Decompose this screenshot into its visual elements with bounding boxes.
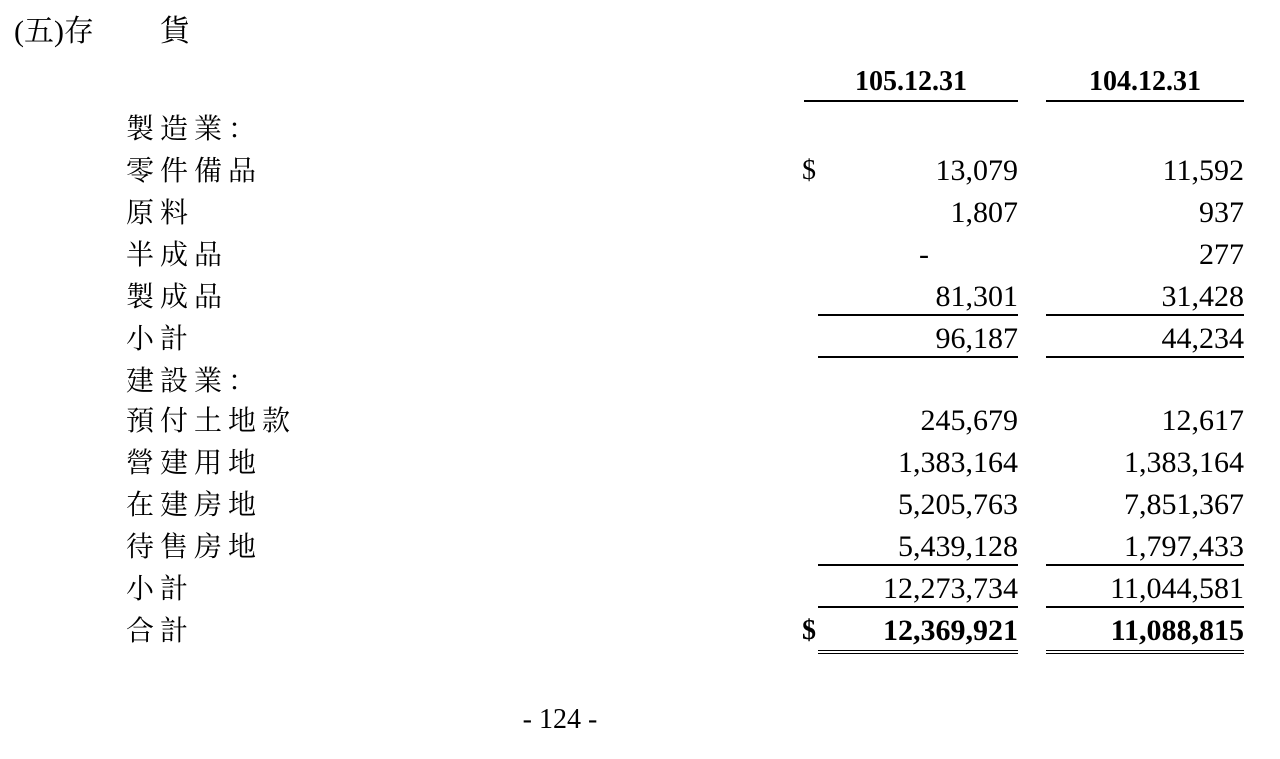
- value-prior: 1,383,164: [1124, 446, 1244, 479]
- total-row: [0, 610, 1280, 652]
- value-prior: 11,044,581: [1046, 570, 1244, 608]
- table-row: [0, 150, 1280, 192]
- value-prior: 7,851,367: [1124, 488, 1244, 521]
- row-label: 零件備品: [126, 154, 263, 187]
- value-current: 5,205,763: [898, 488, 1018, 521]
- value-current: 13,079: [935, 154, 1018, 187]
- subtotal-row: [0, 318, 1280, 360]
- table-row: [0, 484, 1280, 526]
- heading-suffix: 貨: [159, 15, 190, 48]
- value-current: 96,187: [818, 320, 1018, 358]
- row-label: 製造業：: [126, 112, 263, 145]
- column-header-prior: 104.12.31: [1046, 64, 1244, 102]
- row-label: 原料: [126, 196, 195, 229]
- table-row: [0, 360, 1280, 402]
- value-current: -: [919, 238, 929, 271]
- heading-prefix: (五)存: [14, 15, 94, 48]
- table-row: [0, 526, 1280, 568]
- currency-symbol: $: [802, 615, 816, 646]
- page-number: - 124 -: [522, 704, 598, 735]
- value-prior: 277: [1199, 238, 1244, 271]
- column-header-current: 105.12.31: [804, 64, 1018, 102]
- row-label: 小計: [126, 322, 195, 355]
- row-label: 半成品: [126, 238, 229, 271]
- row-label: 小計: [126, 572, 195, 605]
- value-current: 12,369,921: [818, 612, 1018, 654]
- value-current: 245,679: [920, 404, 1018, 437]
- row-label: 預付土地款: [126, 404, 297, 437]
- value-prior: 31,428: [1046, 278, 1244, 316]
- value-prior: 11,592: [1162, 154, 1244, 187]
- table-row: [0, 108, 1280, 150]
- row-label: 營建用地: [126, 446, 263, 479]
- value-prior: 44,234: [1046, 320, 1244, 358]
- table-row: [0, 400, 1280, 442]
- table-row: [0, 234, 1280, 276]
- value-prior: 12,617: [1161, 404, 1244, 437]
- value-prior: 1,797,433: [1046, 528, 1244, 566]
- row-label: 合計: [126, 614, 195, 647]
- value-current: 1,383,164: [898, 446, 1018, 479]
- value-prior: 937: [1199, 196, 1244, 229]
- table-row: [0, 442, 1280, 484]
- value-current: 1,807: [950, 196, 1018, 229]
- row-label: 在建房地: [126, 488, 263, 521]
- row-label: 建設業：: [126, 364, 263, 397]
- table-row: [0, 276, 1280, 318]
- section-heading: [14, 14, 190, 50]
- value-prior: 11,088,815: [1046, 612, 1244, 654]
- subtotal-row: [0, 568, 1280, 610]
- value-current: 5,439,128: [818, 528, 1018, 566]
- value-current: 12,273,734: [818, 570, 1018, 608]
- value-current: 81,301: [818, 278, 1018, 316]
- row-label: 製成品: [126, 280, 229, 313]
- currency-symbol: $: [802, 155, 816, 186]
- row-label: 待售房地: [126, 530, 263, 563]
- table-row: [0, 192, 1280, 234]
